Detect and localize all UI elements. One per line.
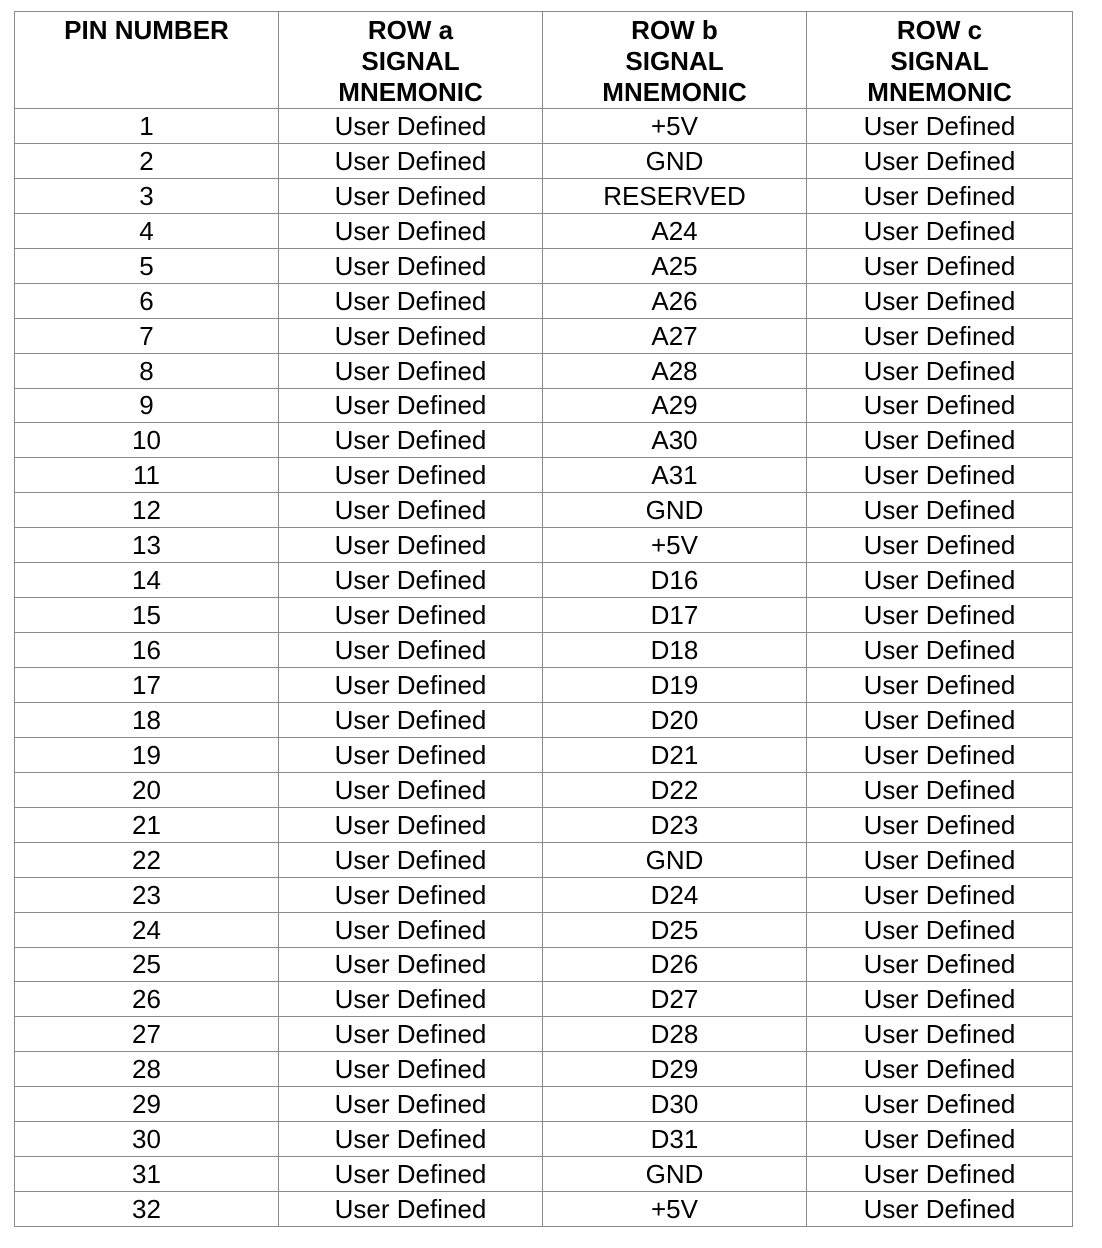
row-b-signal-cell: D18	[543, 633, 807, 668]
table-row	[15, 213, 1073, 248]
pin-number-cell: 24	[15, 912, 279, 947]
table-row	[15, 877, 1073, 912]
table-row	[15, 563, 1073, 598]
row-b-signal-cell: +5V	[543, 528, 807, 563]
row-b-signal-cell: A27	[543, 318, 807, 353]
row-c-signal-cell: User Defined	[807, 842, 1073, 877]
table-row	[15, 143, 1073, 178]
row-b-signal-cell: D30	[543, 1087, 807, 1122]
row-c-signal-cell: User Defined	[807, 772, 1073, 807]
row-b-signal-cell: D28	[543, 1017, 807, 1052]
table-row	[15, 283, 1073, 318]
pin-number-cell: 31	[15, 1157, 279, 1192]
pin-number-cell: 28	[15, 1052, 279, 1087]
pin-number-cell: 22	[15, 842, 279, 877]
pin-number-cell: 16	[15, 633, 279, 668]
pin-number-cell: 19	[15, 737, 279, 772]
row-c-signal-cell: User Defined	[807, 1052, 1073, 1087]
table-row	[15, 807, 1073, 842]
row-b-signal-cell: D27	[543, 982, 807, 1017]
row-a-signal-cell: User Defined	[279, 1052, 543, 1087]
row-c-signal-cell: User Defined	[807, 283, 1073, 318]
row-b-signal-cell: D23	[543, 807, 807, 842]
row-c-signal-cell: User Defined	[807, 1122, 1073, 1157]
row-c-signal-cell: User Defined	[807, 598, 1073, 633]
header-line: MNEMONIC	[338, 77, 483, 107]
row-c-signal-cell: User Defined	[807, 213, 1073, 248]
row-a-signal-cell: User Defined	[279, 982, 543, 1017]
header-line: ROW c	[896, 15, 983, 45]
row-c-signal-cell: User Defined	[807, 353, 1073, 388]
row-b-signal-cell: A26	[543, 283, 807, 318]
row-a-signal-cell: User Defined	[279, 563, 543, 598]
table-row	[15, 1192, 1073, 1227]
row-b-signal-cell: D17	[543, 598, 807, 633]
table-row	[15, 458, 1073, 493]
pin-number-cell: 2	[15, 143, 279, 178]
row-c-signal-cell: User Defined	[807, 493, 1073, 528]
pin-number-cell: 23	[15, 877, 279, 912]
row-b-signal-cell: D25	[543, 912, 807, 947]
row-b-signal-cell: RESERVED	[543, 178, 807, 213]
table-row	[15, 737, 1073, 772]
header-line: PIN NUMBER	[64, 15, 229, 45]
row-c-signal-cell: User Defined	[807, 982, 1073, 1017]
table-row	[15, 528, 1073, 563]
row-c-signal-cell: User Defined	[807, 528, 1073, 563]
header-row-b	[543, 12, 807, 109]
pin-number-cell: 4	[15, 213, 279, 248]
header-line: MNEMONIC	[867, 77, 1012, 107]
table-body	[15, 109, 1073, 1227]
row-a-signal-cell: User Defined	[279, 458, 543, 493]
table-row	[15, 702, 1073, 737]
table-row	[15, 982, 1073, 1017]
row-a-signal-cell: User Defined	[279, 772, 543, 807]
row-a-signal-cell: User Defined	[279, 1122, 543, 1157]
table-row	[15, 772, 1073, 807]
row-a-signal-cell: User Defined	[279, 1157, 543, 1192]
header-pin-number	[15, 12, 279, 109]
pin-number-cell: 11	[15, 458, 279, 493]
pin-number-cell: 17	[15, 668, 279, 703]
row-a-signal-cell: User Defined	[279, 947, 543, 982]
header-line: SIGNAL	[361, 46, 460, 76]
pin-number-cell: 29	[15, 1087, 279, 1122]
row-b-signal-cell: GND	[543, 143, 807, 178]
row-a-signal-cell: User Defined	[279, 143, 543, 178]
table-row	[15, 842, 1073, 877]
pin-number-cell: 30	[15, 1122, 279, 1157]
row-b-signal-cell: A29	[543, 388, 807, 423]
row-b-signal-cell: A31	[543, 458, 807, 493]
row-c-signal-cell: User Defined	[807, 248, 1073, 283]
table-row	[15, 1157, 1073, 1192]
row-b-signal-cell: GND	[543, 493, 807, 528]
row-b-signal-cell: A24	[543, 213, 807, 248]
row-b-signal-cell: A28	[543, 353, 807, 388]
row-a-signal-cell: User Defined	[279, 1017, 543, 1052]
row-b-signal-cell: D21	[543, 737, 807, 772]
row-a-signal-cell: User Defined	[279, 807, 543, 842]
table-row	[15, 248, 1073, 283]
row-c-signal-cell: User Defined	[807, 1157, 1073, 1192]
row-c-signal-cell: User Defined	[807, 458, 1073, 493]
row-b-signal-cell: D20	[543, 702, 807, 737]
header-row-a	[279, 12, 543, 109]
row-c-signal-cell: User Defined	[807, 1192, 1073, 1227]
row-c-signal-cell: User Defined	[807, 912, 1073, 947]
row-a-signal-cell: User Defined	[279, 248, 543, 283]
row-a-signal-cell: User Defined	[279, 493, 543, 528]
row-a-signal-cell: User Defined	[279, 109, 543, 144]
row-c-signal-cell: User Defined	[807, 633, 1073, 668]
row-b-signal-cell: D16	[543, 563, 807, 598]
table-row	[15, 388, 1073, 423]
pin-number-cell: 6	[15, 283, 279, 318]
row-c-signal-cell: User Defined	[807, 737, 1073, 772]
pin-assignment-table	[14, 11, 1073, 1227]
row-c-signal-cell: User Defined	[807, 388, 1073, 423]
table-row	[15, 1087, 1073, 1122]
table-row	[15, 1122, 1073, 1157]
header-row-c	[807, 12, 1073, 109]
pin-number-cell: 32	[15, 1192, 279, 1227]
row-b-signal-cell: +5V	[543, 109, 807, 144]
pin-number-cell: 3	[15, 178, 279, 213]
row-a-signal-cell: User Defined	[279, 702, 543, 737]
table-row	[15, 178, 1073, 213]
row-c-signal-cell: User Defined	[807, 702, 1073, 737]
pin-number-cell: 21	[15, 807, 279, 842]
pin-number-cell: 5	[15, 248, 279, 283]
row-c-signal-cell: User Defined	[807, 1087, 1073, 1122]
table-row	[15, 598, 1073, 633]
pin-number-cell: 9	[15, 388, 279, 423]
row-b-signal-cell: D19	[543, 668, 807, 703]
row-a-signal-cell: User Defined	[279, 178, 543, 213]
row-a-signal-cell: User Defined	[279, 912, 543, 947]
row-b-signal-cell: A30	[543, 423, 807, 458]
row-a-signal-cell: User Defined	[279, 737, 543, 772]
row-b-signal-cell: A25	[543, 248, 807, 283]
pin-number-cell: 15	[15, 598, 279, 633]
table-row	[15, 353, 1073, 388]
row-c-signal-cell: User Defined	[807, 668, 1073, 703]
row-a-signal-cell: User Defined	[279, 633, 543, 668]
row-a-signal-cell: User Defined	[279, 353, 543, 388]
pin-number-cell: 14	[15, 563, 279, 598]
row-b-signal-cell: D22	[543, 772, 807, 807]
row-a-signal-cell: User Defined	[279, 1192, 543, 1227]
row-b-signal-cell: D24	[543, 877, 807, 912]
pin-number-cell: 27	[15, 1017, 279, 1052]
pin-number-cell: 10	[15, 423, 279, 458]
pin-number-cell: 7	[15, 318, 279, 353]
row-a-signal-cell: User Defined	[279, 213, 543, 248]
pin-number-cell: 26	[15, 982, 279, 1017]
table-row	[15, 493, 1073, 528]
row-a-signal-cell: User Defined	[279, 842, 543, 877]
row-a-signal-cell: User Defined	[279, 668, 543, 703]
row-c-signal-cell: User Defined	[807, 1017, 1073, 1052]
row-a-signal-cell: User Defined	[279, 598, 543, 633]
header-line: SIGNAL	[890, 46, 989, 76]
row-c-signal-cell: User Defined	[807, 947, 1073, 982]
row-a-signal-cell: User Defined	[279, 423, 543, 458]
row-b-signal-cell: +5V	[543, 1192, 807, 1227]
table-row	[15, 1017, 1073, 1052]
header-line: ROW b	[631, 15, 718, 45]
pin-number-cell: 18	[15, 702, 279, 737]
row-a-signal-cell: User Defined	[279, 388, 543, 423]
header-line: SIGNAL	[625, 46, 724, 76]
table-row	[15, 109, 1073, 144]
pin-number-cell: 20	[15, 772, 279, 807]
table-row	[15, 423, 1073, 458]
table-row	[15, 633, 1073, 668]
header-line: ROW a	[367, 15, 454, 45]
pin-number-cell: 12	[15, 493, 279, 528]
row-c-signal-cell: User Defined	[807, 423, 1073, 458]
row-c-signal-cell: User Defined	[807, 877, 1073, 912]
table-row	[15, 318, 1073, 353]
header-row	[15, 12, 1073, 109]
pin-number-cell: 1	[15, 109, 279, 144]
table-row	[15, 1052, 1073, 1087]
row-a-signal-cell: User Defined	[279, 318, 543, 353]
table-row	[15, 947, 1073, 982]
table-header	[15, 12, 1073, 109]
row-a-signal-cell: User Defined	[279, 877, 543, 912]
header-line: MNEMONIC	[602, 77, 747, 107]
row-c-signal-cell: User Defined	[807, 807, 1073, 842]
row-a-signal-cell: User Defined	[279, 1087, 543, 1122]
row-a-signal-cell: User Defined	[279, 528, 543, 563]
row-b-signal-cell: D26	[543, 947, 807, 982]
row-c-signal-cell: User Defined	[807, 318, 1073, 353]
table-row	[15, 912, 1073, 947]
row-b-signal-cell: D31	[543, 1122, 807, 1157]
pin-number-cell: 13	[15, 528, 279, 563]
row-b-signal-cell: D29	[543, 1052, 807, 1087]
row-c-signal-cell: User Defined	[807, 178, 1073, 213]
row-a-signal-cell: User Defined	[279, 283, 543, 318]
pin-number-cell: 8	[15, 353, 279, 388]
row-c-signal-cell: User Defined	[807, 109, 1073, 144]
row-c-signal-cell: User Defined	[807, 563, 1073, 598]
table-row	[15, 668, 1073, 703]
row-b-signal-cell: GND	[543, 1157, 807, 1192]
pin-number-cell: 25	[15, 947, 279, 982]
row-b-signal-cell: GND	[543, 842, 807, 877]
row-c-signal-cell: User Defined	[807, 143, 1073, 178]
